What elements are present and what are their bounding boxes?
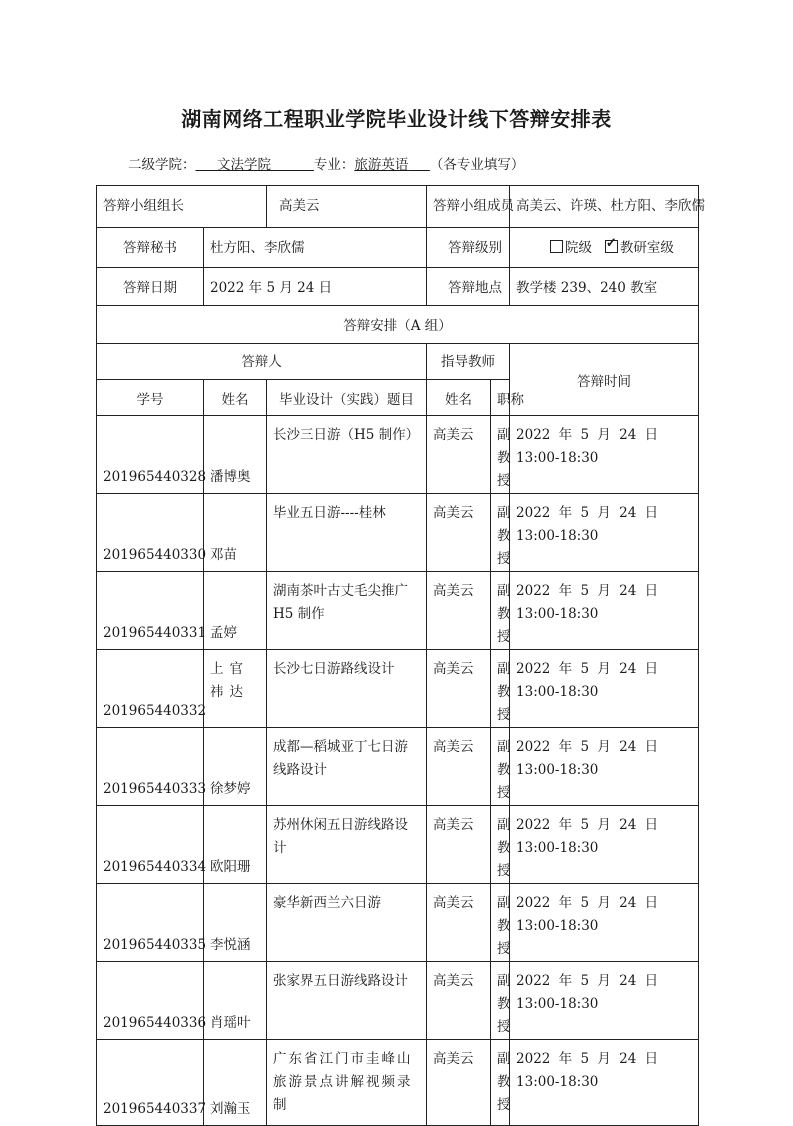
student-id: 201965440328 [97, 416, 204, 494]
student-name: 徐梦婷 [204, 728, 267, 806]
col-topic-header: 毕业设计（实践）题目 [267, 380, 427, 416]
secretary-value: 杜方阳、李欣儒 [204, 228, 427, 268]
table-row [97, 806, 699, 884]
advisor-title: 副教授 [491, 806, 510, 884]
student-name: 李悦涵 [204, 884, 267, 962]
student-id: 201965440330 [97, 494, 204, 572]
secretary-label: 答辩秘书 [97, 228, 204, 268]
table-row [97, 650, 699, 728]
major-value: 旅游英语 [354, 157, 409, 173]
level-department-label: 教研室级 [619, 240, 674, 256]
topic: 广东省江门市圭峰山旅游景点讲解视频录制 [267, 1040, 427, 1126]
level-department-checkbox[interactable] [605, 240, 618, 253]
col-advisor-name-header: 姓名 [427, 380, 491, 416]
fill-note: （各专业填写） [429, 157, 525, 173]
level-label: 答辩级别 [427, 228, 510, 268]
level-school-checkbox[interactable] [550, 240, 563, 253]
place-label: 答辩地点 [427, 268, 510, 306]
defense-time: 2022 年 5 月 24 日 13:00-18:30 [510, 1040, 699, 1126]
topic: 长沙七日游路线设计 [267, 650, 427, 728]
advisor-title: 副教授 [491, 572, 510, 650]
college-major-line [128, 153, 524, 173]
defense-schedule-table [96, 185, 706, 1126]
topic: 苏州休闲五日游线路设计 [267, 806, 427, 884]
topic: 湖南茶叶古丈毛尖推广 H5 制作 [267, 572, 427, 650]
defense-time: 2022 年 5 月 24 日 13:00-18:30 [510, 962, 699, 1040]
col-id-header: 学号 [97, 380, 204, 416]
student-name: 孟婷 [204, 572, 267, 650]
leader-label: 答辩小组组长 [97, 186, 267, 228]
advisor-name: 高美云 [427, 884, 491, 962]
topic: 成都—稻城亚丁七日游线路设计 [267, 728, 427, 806]
student-id: 201965440335 [97, 884, 204, 962]
table-row [97, 494, 699, 572]
advisor-name: 高美云 [427, 416, 491, 494]
table-row [97, 1040, 699, 1126]
topic: 毕业五日游----桂林 [267, 494, 427, 572]
advisor-group-header: 指导教师 [427, 344, 510, 380]
defense-time: 2022 年 5 月 24 日 13:00-18:30 [510, 806, 699, 884]
page-title: 湖南网络工程职业学院毕业设计线下答辩安排表 [181, 107, 612, 131]
table-row [97, 416, 699, 494]
level-school-label: 院级 [565, 240, 593, 256]
advisor-title: 副教授 [491, 494, 510, 572]
table-row [97, 572, 699, 650]
date-label: 答辩日期 [97, 268, 204, 306]
student-name: 潘博奥 [204, 416, 267, 494]
advisor-title: 副教授 [491, 416, 510, 494]
student-name: 欧阳珊 [204, 806, 267, 884]
student-id: 201965440334 [97, 806, 204, 884]
topic: 张家界五日游线路设计 [267, 962, 427, 1040]
student-id: 201965440336 [97, 962, 204, 1040]
advisor-name: 高美云 [427, 494, 491, 572]
student-id: 201965440333 [97, 728, 204, 806]
table-row [97, 884, 699, 962]
place-value: 教学楼 239、240 教室 [510, 268, 699, 306]
table-row [97, 962, 699, 1040]
members-value: 高美云、许瑛、杜方阳、李欣儒 [510, 186, 699, 228]
student-name: 刘瀚玉 [204, 1040, 267, 1126]
advisor-name: 高美云 [427, 1040, 491, 1126]
topic: 长沙三日游（H5 制作） [267, 416, 427, 494]
defense-time: 2022 年 5 月 24 日 13:00-18:30 [510, 494, 699, 572]
table-row [97, 728, 699, 806]
defense-time: 2022 年 5 月 24 日 13:00-18:30 [510, 650, 699, 728]
advisor-title: 副教授 [491, 1040, 510, 1126]
defense-time: 2022 年 5 月 24 日 13:00-18:30 [510, 884, 699, 962]
defense-time: 2022 年 5 月 24 日 13:00-18:30 [510, 572, 699, 650]
advisor-name: 高美云 [427, 650, 491, 728]
college-label: 二级学院： [128, 157, 196, 173]
advisor-title: 副教授 [491, 962, 510, 1040]
advisor-title: 副教授 [491, 728, 510, 806]
advisor-name: 高美云 [427, 728, 491, 806]
members-label: 答辩小组成员 [427, 186, 510, 228]
student-id: 201965440337 [97, 1040, 204, 1126]
level-options [510, 228, 699, 268]
student-id: 201965440331 [97, 572, 204, 650]
topic: 豪华新西兰六日游 [267, 884, 427, 962]
student-name: 肖瑶叶 [204, 962, 267, 1040]
defense-time: 2022 年 5 月 24 日 13:00-18:30 [510, 416, 699, 494]
date-value: 2022 年 5 月 24 日 [204, 268, 427, 306]
advisor-title: 副教授 [491, 650, 510, 728]
student-name: 邓苗 [204, 494, 267, 572]
leader-value: 高美云 [267, 186, 427, 228]
advisor-title: 副教授 [491, 884, 510, 962]
advisor-name: 高美云 [427, 572, 491, 650]
student-id: 201965440332 [97, 650, 204, 728]
student-group-header: 答辩人 [97, 344, 427, 380]
advisor-name: 高美云 [427, 806, 491, 884]
schedule-heading: 答辩安排（A 组） [97, 306, 699, 344]
student-name: 上官祎达 [204, 650, 267, 728]
advisor-name: 高美云 [427, 962, 491, 1040]
time-header: 答辩时间 [510, 344, 699, 416]
defense-time: 2022 年 5 月 24 日 13:00-18:30 [510, 728, 699, 806]
col-name-header: 姓名 [204, 380, 267, 416]
major-label: 专业： [313, 157, 355, 173]
college-value: 文法学院 [216, 157, 271, 173]
col-advisor-title-header: 职称 [491, 380, 510, 416]
